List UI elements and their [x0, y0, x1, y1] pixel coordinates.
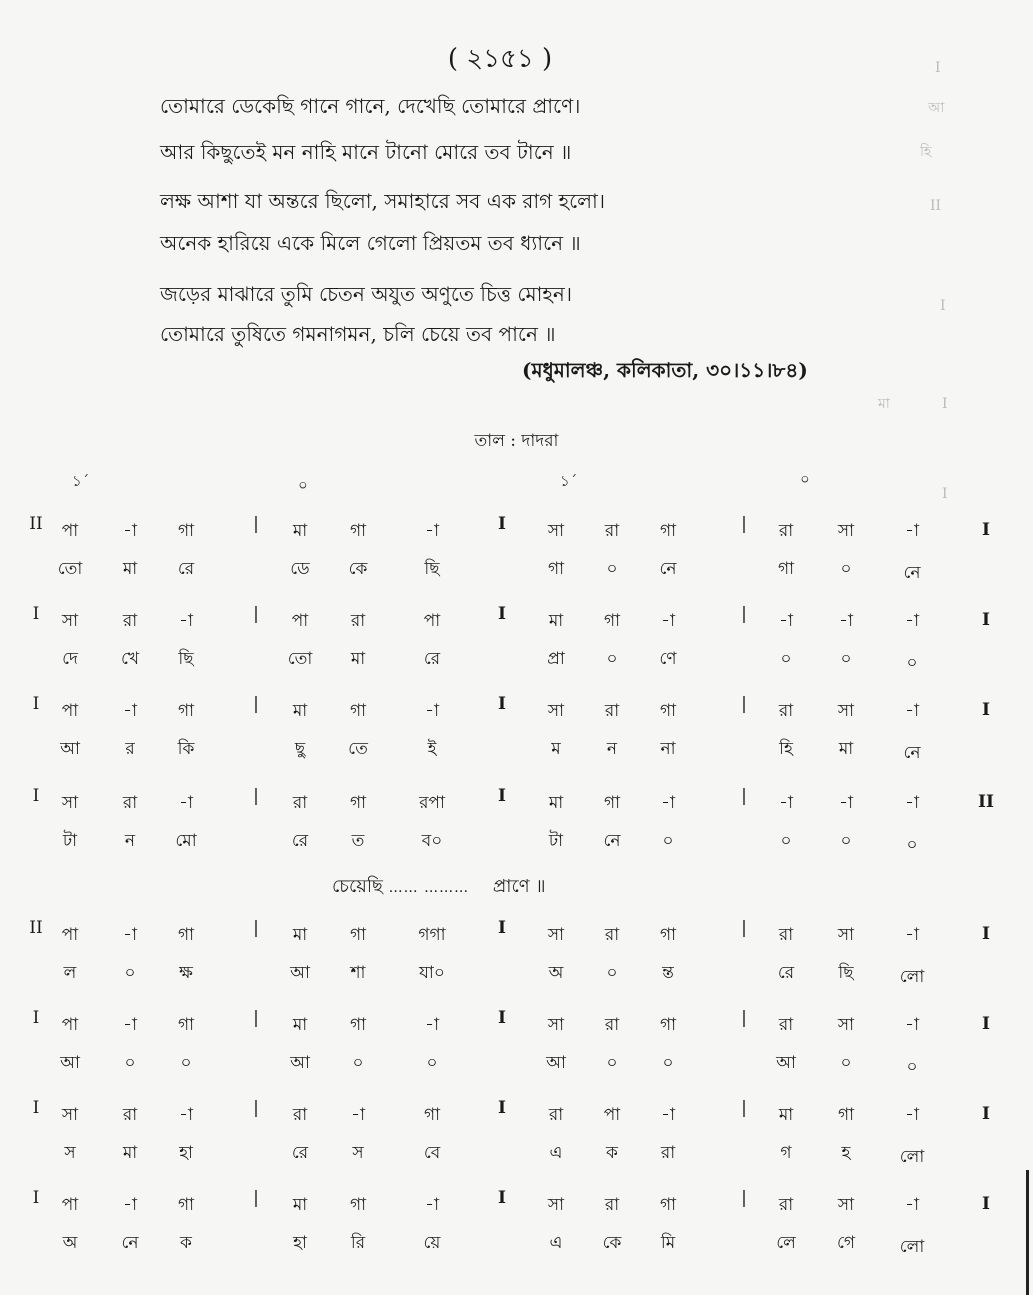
swara-note: -া: [905, 521, 919, 541]
lyric-syllable: অ: [62, 1233, 78, 1253]
end-barline: I: [982, 700, 990, 720]
verse-line-6: তোমারে তুষিতে গমনাগমন, চলি চেয়ে তব পানে ॥: [160, 322, 556, 346]
swara-note: গগা: [418, 925, 446, 945]
lyric-syllable: এ: [549, 1233, 563, 1253]
start-barline: I: [32, 604, 40, 624]
lyric-syllable: আ: [60, 739, 80, 759]
refrain-dots: …… ………: [388, 880, 470, 896]
start-barline: II: [29, 918, 43, 938]
lyric-syllable: ন্ত: [662, 963, 674, 983]
bar-divider: |: [741, 1188, 747, 1208]
tala-label: তাল : দাদরা: [474, 431, 559, 451]
bar-divider: |: [253, 1098, 259, 1118]
swara-note: সা: [61, 793, 79, 813]
lyric-syllable: তো: [57, 559, 83, 579]
verse-line-4: অনেক হারিয়ে একে মিলে গেলো প্রিয়তম তব ধ্যানে ॥: [160, 231, 581, 255]
bleed-through-text: আ: [928, 100, 945, 116]
bleed-through-text: মা: [878, 396, 890, 412]
lyric-syllable: আ: [60, 1053, 80, 1073]
lyric-syllable: ০: [606, 559, 618, 579]
end-barline: I: [982, 1194, 990, 1214]
swara-note: গা: [177, 701, 195, 721]
lyric-syllable: ০: [352, 1053, 364, 1073]
page-edge-shadow: [1026, 1170, 1029, 1295]
swara-note: গা: [177, 1015, 195, 1035]
swara-note: সা: [547, 1195, 565, 1215]
end-barline: I: [982, 610, 990, 630]
lyric-syllable: র: [125, 739, 135, 759]
lyric-syllable: ০: [780, 831, 792, 851]
lyric-syllable: কে: [602, 1233, 622, 1253]
lyric-syllable: স: [352, 1143, 364, 1163]
refrain-line: [332, 872, 546, 903]
lyric-syllable: রে: [177, 559, 195, 579]
verse-line-1: তোমারে ডেকেছি গানে গানে, দেখেছি তোমারে প্রাণে।: [160, 94, 581, 118]
swara-note: মা: [548, 793, 564, 813]
swara-note: সা: [547, 925, 565, 945]
lyric-syllable: শা: [350, 963, 366, 983]
lyric-syllable: হ: [841, 1143, 851, 1163]
end-barline: II: [978, 792, 994, 812]
swara-note: -া: [661, 793, 675, 813]
lyric-syllable: হা: [179, 1143, 193, 1163]
start-barline: I: [32, 1098, 40, 1118]
bleed-through-text: হি: [920, 144, 932, 160]
swara-note: পা: [61, 1195, 79, 1215]
swara-note: গা: [659, 1195, 677, 1215]
swara-note: রা: [122, 611, 138, 631]
lyric-syllable: গা: [777, 559, 795, 579]
bar-divider-major: I: [498, 786, 506, 806]
lyric-syllable: তো: [287, 649, 313, 669]
swara-note: -া: [839, 793, 853, 813]
swara-note: মা: [292, 701, 308, 721]
swara-note: সা: [547, 521, 565, 541]
verse-line-5: জড়ের মাঝারে তুমি চেতন অযুত অণুতে চিত্ত মোহন।: [160, 282, 573, 306]
swara-note: -া: [839, 611, 853, 631]
lyric-syllable: টা: [548, 831, 564, 851]
bleed-through-text: II: [930, 198, 942, 214]
lyric-syllable: য়ে: [423, 1233, 441, 1253]
lyric-syllable: ০: [906, 1057, 918, 1077]
swara-note: রা: [292, 793, 308, 813]
swara-note: রা: [778, 925, 794, 945]
swara-note: সা: [837, 925, 855, 945]
lyric-syllable: ণে: [659, 649, 677, 669]
lyric-syllable: ছি: [424, 559, 440, 579]
lyric-syllable: নে: [603, 831, 621, 851]
lyric-syllable: আ: [546, 1053, 566, 1073]
lyric-syllable: ক্ষ: [179, 963, 193, 983]
lyric-syllable: দে: [62, 649, 78, 669]
bleed-through-text: I: [942, 396, 948, 412]
notation-row: [0, 784, 1033, 855]
swara-note: -া: [123, 925, 137, 945]
lyric-syllable: ল: [63, 963, 77, 983]
swara-note: রা: [778, 1015, 794, 1035]
swara-note: গা: [659, 701, 677, 721]
swara-note: মা: [292, 1015, 308, 1035]
bar-divider: |: [741, 1008, 747, 1028]
lyric-syllable: টা: [62, 831, 78, 851]
lyric-syllable: ০: [662, 1053, 674, 1073]
lyric-syllable: ডে: [290, 559, 310, 579]
bar-divider: |: [253, 514, 259, 534]
swara-note: -া: [905, 925, 919, 945]
end-barline: I: [982, 520, 990, 540]
lyric-syllable: ০: [606, 1053, 618, 1073]
bar-divider-major: I: [498, 1188, 506, 1208]
lyric-syllable: লে: [776, 1233, 796, 1253]
bar-divider-major: I: [498, 514, 506, 534]
lyric-syllable: আ: [290, 963, 310, 983]
notation-row: [0, 602, 1033, 673]
bleed-through-text: I: [940, 298, 946, 314]
lyric-syllable: ০: [840, 559, 852, 579]
start-barline: II: [29, 514, 43, 534]
bar-divider: |: [253, 694, 259, 714]
swara-note: -া: [905, 1105, 919, 1125]
lyric-syllable: গা: [547, 559, 565, 579]
swara-note: সা: [837, 521, 855, 541]
swara-note: পা: [61, 701, 79, 721]
swara-note: -া: [779, 611, 793, 631]
swara-note: মা: [548, 611, 564, 631]
swara-note: রা: [122, 793, 138, 813]
swara-note: -া: [351, 1105, 365, 1125]
swara-note: গা: [177, 1195, 195, 1215]
bar-divider-major: I: [498, 604, 506, 624]
start-barline: I: [32, 1008, 40, 1028]
lyric-syllable: হা: [293, 1233, 307, 1253]
swara-note: গা: [177, 925, 195, 945]
swara-note: সা: [61, 1105, 79, 1125]
bar-divider: |: [741, 514, 747, 534]
beat-mark-3: ১´: [560, 472, 578, 490]
lyric-syllable: ০: [606, 649, 618, 669]
notation-row: [0, 1096, 1033, 1167]
swara-note: রা: [350, 611, 366, 631]
lyric-syllable: তে: [348, 739, 368, 759]
swara-note: গা: [423, 1105, 441, 1125]
swara-note: -া: [905, 701, 919, 721]
lyric-syllable: ই: [427, 739, 437, 759]
swara-note: -া: [425, 521, 439, 541]
lyric-syllable: লো: [899, 1147, 925, 1167]
swara-note: পা: [423, 611, 441, 631]
swara-note: -া: [425, 1195, 439, 1215]
start-barline: I: [32, 1188, 40, 1208]
lyric-syllable: ০: [180, 1053, 192, 1073]
lyric-syllable: আ: [776, 1053, 796, 1073]
swara-note: গা: [349, 925, 367, 945]
bleed-through-text: I: [935, 60, 941, 76]
lyric-syllable: না: [660, 739, 676, 759]
swara-note: সা: [837, 701, 855, 721]
lyric-syllable: রা: [660, 1143, 676, 1163]
bar-divider: |: [253, 1008, 259, 1028]
swara-note: -া: [905, 611, 919, 631]
lyric-syllable: ক: [606, 1143, 618, 1163]
swara-note: -া: [905, 1015, 919, 1035]
swara-note: রা: [604, 1195, 620, 1215]
lyric-syllable: কি: [177, 739, 195, 759]
lyric-syllable: লো: [899, 967, 925, 987]
lyric-syllable: ০: [840, 1053, 852, 1073]
swara-note: -া: [179, 1105, 193, 1125]
refrain-start: চেয়েছি: [332, 876, 383, 897]
swara-note: পা: [61, 521, 79, 541]
lyric-syllable: মা: [350, 649, 366, 669]
swara-note: -া: [661, 611, 675, 631]
lyric-syllable: খে: [120, 649, 140, 669]
swara-note: -া: [661, 1105, 675, 1125]
bar-divider-major: I: [498, 1098, 506, 1118]
end-barline: I: [982, 924, 990, 944]
lyric-syllable: ছু: [294, 739, 306, 759]
lyric-syllable: ব০: [421, 831, 443, 851]
lyric-syllable: রে: [291, 1143, 309, 1163]
swara-note: -া: [425, 701, 439, 721]
beat-mark-1: ১´: [72, 472, 90, 490]
lyric-syllable: মা: [122, 1143, 138, 1163]
swara-note: মা: [292, 925, 308, 945]
swara-note: গা: [659, 925, 677, 945]
lyric-syllable: নে: [903, 743, 921, 763]
swara-note: -া: [179, 611, 193, 631]
swara-note: গা: [349, 701, 367, 721]
bar-divider-major: I: [498, 918, 506, 938]
lyric-syllable: রি: [350, 1233, 366, 1253]
end-barline: I: [982, 1014, 990, 1034]
lyric-syllable: গ: [780, 1143, 792, 1163]
lyric-syllable: ক: [180, 1233, 192, 1253]
lyric-syllable: ০: [840, 831, 852, 851]
swara-note: -া: [123, 521, 137, 541]
notation-row: [0, 1186, 1033, 1257]
lyric-syllable: ০: [662, 831, 674, 851]
bar-divider: |: [741, 1098, 747, 1118]
lyric-syllable: ন: [124, 831, 136, 851]
lyric-syllable: ০: [840, 649, 852, 669]
swara-note: রপা: [419, 793, 445, 813]
lyric-syllable: গে: [836, 1233, 856, 1253]
swara-note: -া: [425, 1015, 439, 1035]
swara-note: রা: [778, 1195, 794, 1215]
notation-row: [0, 916, 1033, 987]
swara-note: গা: [349, 1015, 367, 1035]
bar-divider: |: [253, 1188, 259, 1208]
swara-note: পা: [603, 1105, 621, 1125]
bar-divider-major: I: [498, 694, 506, 714]
bleed-through-text: I: [942, 486, 948, 502]
lyric-syllable: বে: [423, 1143, 441, 1163]
swara-note: মা: [292, 521, 308, 541]
swara-note: সা: [837, 1015, 855, 1035]
lyric-syllable: ০: [780, 649, 792, 669]
notation-row: [0, 692, 1033, 763]
lyric-syllable: ন: [606, 739, 618, 759]
swara-note: রা: [122, 1105, 138, 1125]
swara-note: -া: [905, 1195, 919, 1215]
swara-note: গা: [659, 521, 677, 541]
swara-note: রা: [604, 1015, 620, 1035]
bar-divider: |: [253, 918, 259, 938]
start-barline: I: [32, 694, 40, 714]
beat-mark-2: ০: [298, 476, 308, 494]
lyric-syllable: ছি: [838, 963, 854, 983]
swara-note: গা: [837, 1105, 855, 1125]
swara-note: গা: [349, 793, 367, 813]
lyric-syllable: নে: [903, 563, 921, 583]
lyric-syllable: ত: [351, 831, 365, 851]
composition-signature: (মধুমালঞ্চ, কলিকাতা, ৩০।১১।৮৪): [522, 358, 808, 382]
swara-note: রা: [604, 521, 620, 541]
swara-note: গা: [603, 611, 621, 631]
notation-row: [0, 1006, 1033, 1077]
swara-note: -া: [123, 701, 137, 721]
swara-note: পা: [291, 611, 309, 631]
beat-mark-4: ০: [800, 470, 810, 488]
lyric-syllable: লো: [899, 1237, 925, 1257]
swara-note: রা: [604, 701, 620, 721]
lyric-syllable: যা০: [419, 963, 445, 983]
swara-note: রা: [292, 1105, 308, 1125]
verse-line-2: আর কিছুতেই মন নাহি মানে টানো মোরে তব টানে ॥: [160, 140, 572, 164]
lyric-syllable: ০: [124, 963, 136, 983]
end-barline: I: [982, 1104, 990, 1124]
swara-note: সা: [837, 1195, 855, 1215]
swara-note: গা: [177, 521, 195, 541]
swara-note: -া: [905, 793, 919, 813]
swara-note: পা: [61, 925, 79, 945]
lyric-syllable: ছি: [178, 649, 194, 669]
swara-note: মা: [778, 1105, 794, 1125]
swara-note: রা: [778, 521, 794, 541]
lyric-syllable: মা: [122, 559, 138, 579]
swara-note: সা: [547, 701, 565, 721]
lyric-syllable: মো: [175, 831, 197, 851]
lyric-syllable: রে: [777, 963, 795, 983]
bar-divider: |: [253, 604, 259, 624]
lyric-syllable: ০: [906, 653, 918, 673]
swara-note: রা: [548, 1105, 564, 1125]
swara-note: -া: [179, 793, 193, 813]
swara-note: পা: [61, 1015, 79, 1035]
swara-note: গা: [349, 1195, 367, 1215]
bar-divider: |: [741, 694, 747, 714]
swara-note: গা: [349, 521, 367, 541]
lyric-syllable: ০: [426, 1053, 438, 1073]
lyric-syllable: নে: [121, 1233, 139, 1253]
lyric-syllable: ০: [606, 963, 618, 983]
lyric-syllable: ম: [551, 739, 561, 759]
lyric-syllable: স: [64, 1143, 76, 1163]
lyric-syllable: এ: [549, 1143, 563, 1163]
swara-note: -া: [123, 1015, 137, 1035]
swara-note: সা: [61, 611, 79, 631]
lyric-syllable: কে: [348, 559, 368, 579]
lyric-syllable: প্রা: [547, 649, 565, 669]
lyric-syllable: নে: [659, 559, 677, 579]
lyric-syllable: আ: [290, 1053, 310, 1073]
swara-note: মা: [292, 1195, 308, 1215]
lyric-syllable: অ: [548, 963, 564, 983]
swara-note: গা: [603, 793, 621, 813]
swara-note: -া: [779, 793, 793, 813]
lyric-syllable: রে: [423, 649, 441, 669]
notation-row: [0, 512, 1033, 583]
lyric-syllable: হি: [779, 739, 793, 759]
lyric-syllable: মি: [660, 1233, 676, 1253]
swara-note: সা: [547, 1015, 565, 1035]
start-barline: I: [32, 786, 40, 806]
swara-note: -া: [123, 1195, 137, 1215]
lyric-syllable: ০: [906, 835, 918, 855]
swara-note: রা: [604, 925, 620, 945]
bar-divider: |: [253, 786, 259, 806]
bar-divider-major: I: [498, 1008, 506, 1028]
bar-divider: |: [741, 918, 747, 938]
swara-note: রা: [778, 701, 794, 721]
verse-line-3: লক্ষ আশা যা অন্তরে ছিলো, সমাহারে সব এক রাগ হলো।: [160, 189, 606, 213]
lyric-syllable: রে: [291, 831, 309, 851]
bar-divider: |: [741, 786, 747, 806]
refrain-end: প্রাণে ॥: [492, 876, 546, 897]
page-number: ( ২১৫১ ): [447, 44, 553, 74]
lyric-syllable: মা: [838, 739, 854, 759]
swara-note: গা: [659, 1015, 677, 1035]
bar-divider: |: [741, 604, 747, 624]
lyric-syllable: ০: [124, 1053, 136, 1073]
